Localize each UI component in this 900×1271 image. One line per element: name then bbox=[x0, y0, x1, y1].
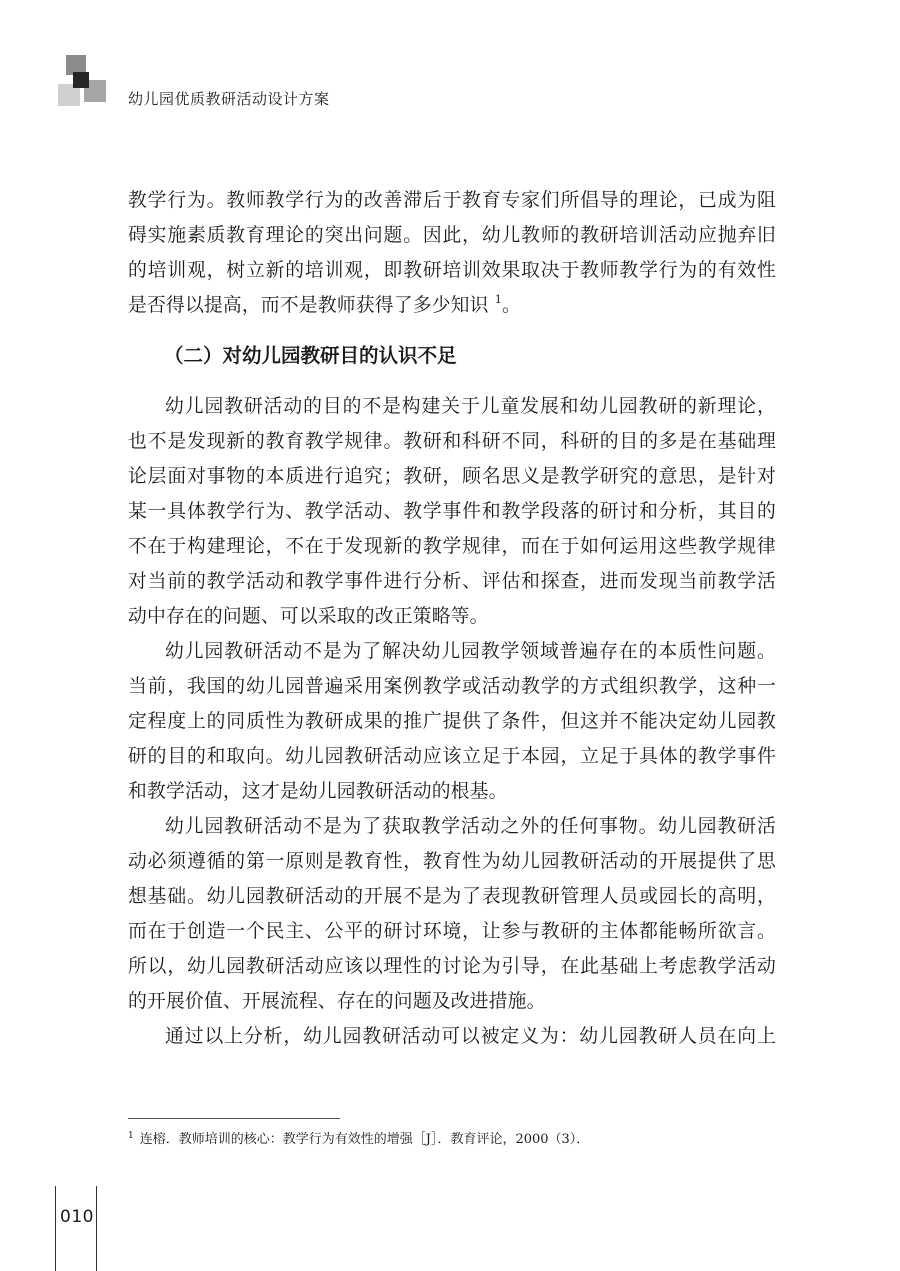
footnote-divider bbox=[128, 1118, 340, 1119]
footnote-text: 连榕．教师培训的核心：教学行为有效性的增强［J］．教育评论，2000（3）． bbox=[139, 1132, 590, 1147]
paragraph-line: 和教学活动，这才是幼儿园教研活动的根基。 bbox=[128, 781, 508, 802]
paragraph-line: 论层面对事物的本质进行追究；教研，顾名思义是教学研究的意思，是针对 bbox=[128, 466, 776, 487]
paragraph-line: 而在于创造一个民主、公平的研讨环境，让参与教研的主体都能畅所欲言。 bbox=[128, 921, 776, 942]
paragraph-line: 研的目的和取向。幼儿园教研活动应该立足于本园，立足于具体的教学事件 bbox=[128, 746, 776, 767]
paragraph-line: 定程度上的同质性为教研成果的推广提供了条件，但这并不能决定幼儿园教 bbox=[128, 711, 776, 732]
decor-square bbox=[73, 72, 89, 88]
paragraph-line: 对当前的教学活动和教学事件进行分析、评估和探查，进而发现当前教学活 bbox=[128, 571, 776, 592]
header-decoration bbox=[0, 0, 110, 110]
paragraph-line: 碍实施素质教育理论的突出问题。因此，幼儿教师的教研培训活动应抛弃旧 bbox=[128, 225, 776, 246]
running-head-title: 幼儿园优质教研活动设计方案 bbox=[128, 90, 330, 108]
paragraph-line bbox=[128, 288, 776, 323]
footnote bbox=[128, 1126, 589, 1150]
section-heading: （二）对幼儿园教研目的认识不足 bbox=[164, 344, 457, 367]
paragraph-line: 当前，我国的幼儿园普遍采用案例教学或活动教学的方式组织教学，这种一 bbox=[128, 676, 776, 697]
paragraph-line: 不在于构建理论，不在于发现新的教学规律，而在于如何运用这些教学规律 bbox=[128, 536, 776, 557]
paragraph-line: 教学行为。教师教学行为的改善滞后于教育专家们所倡导的理论，已成为阻 bbox=[128, 190, 776, 211]
paragraph-text: 是否得以提高，而不是教师获得了多少知识 bbox=[128, 295, 489, 316]
paragraph-line: 想基础。幼儿园教研活动的开展不是为了表现教研管理人员或园长的高明， bbox=[128, 886, 776, 907]
paragraph-line: 通过以上分析，幼儿园教研活动可以被定义为：幼儿园教研人员在向上 bbox=[165, 1026, 776, 1047]
paragraph-line: 幼儿园教研活动不是为了解决幼儿园教学领域普遍存在的本质性问题。 bbox=[165, 641, 776, 662]
footnote-reference[interactable]: 1 bbox=[494, 293, 503, 306]
paragraph-text: 。 bbox=[502, 295, 522, 316]
body-text bbox=[128, 183, 776, 1054]
paragraph-line: 幼儿园教研活动不是为了获取教学活动之外的任何事物。幼儿园教研活 bbox=[165, 816, 776, 837]
page-number: 010 bbox=[60, 1207, 94, 1227]
paragraph-line: 某一具体教学行为、教学活动、教学事件和教学段落的研讨和分析，其目的 bbox=[128, 501, 776, 522]
paragraph-line: 幼儿园教研活动的目的不是构建关于儿童发展和幼儿园教研的新理论， bbox=[165, 396, 776, 417]
paragraph-line: 的培训观，树立新的培训观，即教研培训效果取决于教师教学行为的有效性 bbox=[128, 260, 776, 281]
footnote-marker: 1 bbox=[128, 1131, 134, 1141]
page-margin-line bbox=[96, 1186, 97, 1271]
paragraph-line: 也不是发现新的教育教学规律。教研和科研不同，科研的目的多是在基础理 bbox=[128, 431, 776, 452]
paragraph-line: 动中存在的问题、可以采取的改正策略等。 bbox=[128, 606, 489, 627]
paragraph-line: 所以，幼儿园教研活动应该以理性的讨论为引导，在此基础上考虑教学活动 bbox=[128, 956, 776, 977]
paragraph-line: 动必须遵循的第一原则是教育性，教育性为幼儿园教研活动的开展提供了思 bbox=[128, 851, 776, 872]
page-margin-line bbox=[55, 1186, 56, 1271]
paragraph-line: 的开展价值、开展流程、存在的问题及改进措施。 bbox=[128, 991, 546, 1012]
